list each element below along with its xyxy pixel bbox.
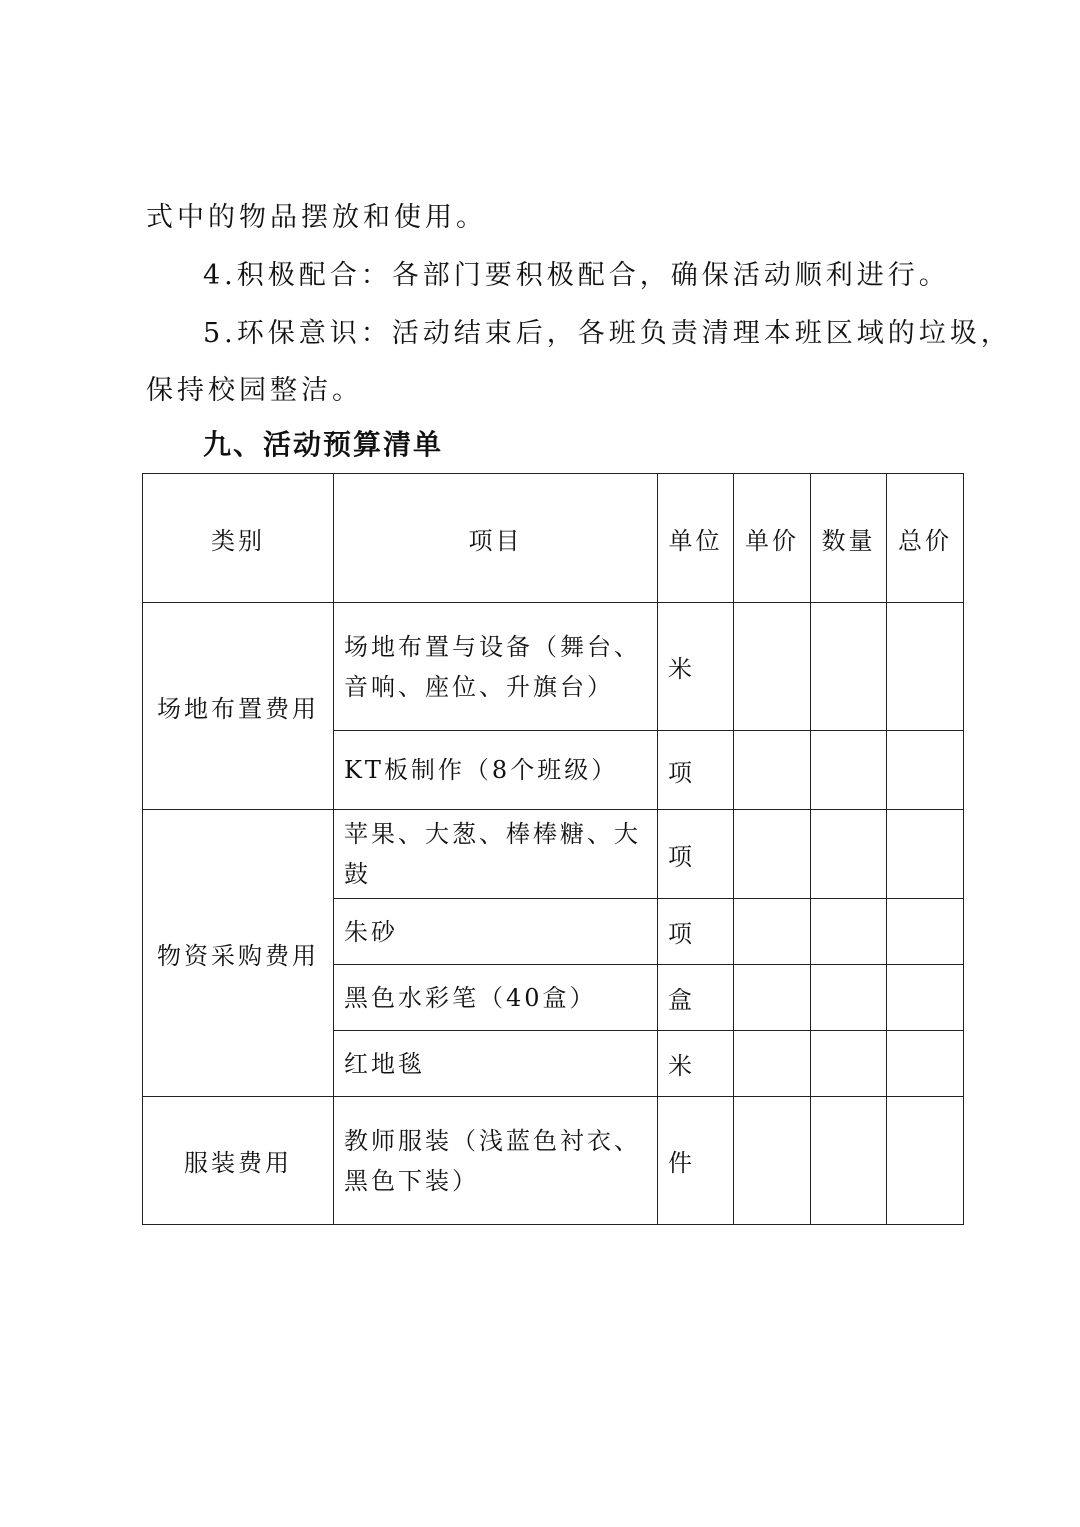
unit-price-cell [734,603,811,731]
item-cell: 红地毯 [334,1031,658,1097]
item-cell: 场地布置与设备（舞台、音响、座位、升旗台） [334,603,658,731]
paragraph-line-3: 5.环保意识：活动结束后，各班负责清理本班区域的垃圾， [203,318,1012,349]
unit-price-cell [734,731,811,810]
quantity-cell [811,965,887,1031]
unit-cell: 盒 [658,965,734,1031]
unit-cell: 项 [658,810,734,899]
total-cell [887,899,964,965]
unit-cell: 件 [658,1097,734,1225]
table-row [143,810,964,899]
header-unit: 单位 [658,474,734,603]
item-cell: 苹果、大葱、棒棒糖、大鼓 [334,810,658,899]
unit-price-cell [734,965,811,1031]
item-cell: KT板制作（8个班级） [334,731,658,810]
unit-cell: 米 [658,1031,734,1097]
quantity-cell [811,899,887,965]
unit-cell: 项 [658,731,734,810]
table-row [143,603,964,731]
unit-price-cell [734,1031,811,1097]
unit-cell: 项 [658,899,734,965]
unit-cell: 米 [658,603,734,731]
paragraph-line-2: 4.积极配合：各部门要积极配合，确保活动顺利进行。 [203,260,950,291]
quantity-cell [811,603,887,731]
quantity-cell [811,1097,887,1225]
item-cell: 朱砂 [334,899,658,965]
quantity-cell [811,1031,887,1097]
header-total: 总价 [887,474,964,603]
unit-price-cell [734,810,811,899]
total-cell [887,1097,964,1225]
total-cell [887,965,964,1031]
total-cell [887,603,964,731]
total-cell [887,810,964,899]
total-cell [887,1031,964,1097]
header-category: 类别 [143,474,334,603]
paragraph-line-1: 式中的物品摆放和使用。 [146,202,487,233]
header-unit-price: 单价 [734,474,811,603]
table-row [143,1097,964,1225]
table-header-row [143,474,964,603]
category-cell: 场地布置费用 [143,603,334,810]
category-cell: 物资采购费用 [143,810,334,1097]
item-cell: 教师服装（浅蓝色衬衣、黑色下装） [334,1097,658,1225]
item-cell: 黑色水彩笔（40盒） [334,965,658,1031]
category-cell: 服装费用 [143,1097,334,1225]
paragraph-line-4: 保持校园整洁。 [146,375,363,406]
section-heading: 九、活动预算清单 [203,428,444,461]
header-item: 项目 [334,474,658,603]
unit-price-cell [734,899,811,965]
quantity-cell [811,810,887,899]
quantity-cell [811,731,887,810]
budget-table [142,473,964,1225]
header-quantity: 数量 [811,474,887,603]
unit-price-cell [734,1097,811,1225]
total-cell [887,731,964,810]
